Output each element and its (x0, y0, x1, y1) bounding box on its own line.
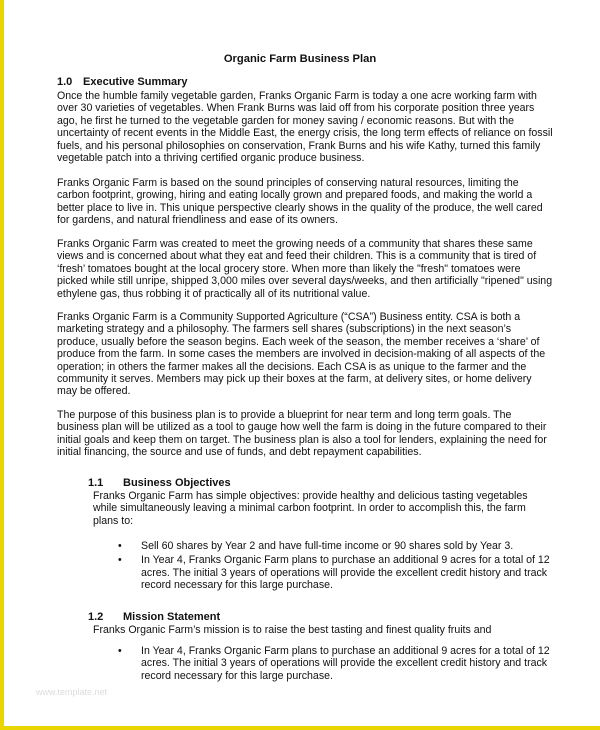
bullet-item: • Sell 60 shares by Year 2 and have full-time income or 90 shares sold by Year 3. (118, 540, 550, 552)
watermark-text: www.template.net (36, 687, 108, 697)
mission-text: Franks Organic Farm’s mission is to raise the best tasting and finest quality fruits and (93, 624, 492, 636)
objectives-text: Franks Organic Farm has simple objectives: provide healthy and delicious tasting vegetables while simultaneously leaving a minimal carbon footprint. In order to accomplish this, the farm plans to: (93, 490, 528, 527)
section-title: Mission Statement (123, 611, 221, 623)
bullet-item: • In Year 4, Franks Organic Farm plans to purchase an additional 9 acres for a total of 12 acres. The initial 3 years of operations will provide the excellent credit history and track record necessary for this large purchase. (118, 645, 550, 682)
bullet-item: • In Year 4, Franks Organic Farm plans to purchase an additional 9 acres for a total of 12 acres. The initial 3 years of operations will provide the excellent credit history and track record necessary for this large purchase. (118, 554, 550, 591)
paragraph-history: Once the humble family vegetable garden, Franks Organic Farm is today a one acre working farm with over 30 varieties of vegetables. When Frank Burns was laid off from his corporate position three years ago, he first he turned to the vegetable garden for money saving / economic reasons. But with the uncertainty of recent events in the Middle East, the energy crisis, the long term effects of reliance on fossil fuels, and his personal philosophies on conservation, Frank Burns and his wife Kathy, turned this family vegetable patch into a thriving certified organic produce business. (57, 90, 553, 165)
section-title: Business Objectives (123, 477, 231, 489)
objectives-bullet-list (118, 540, 550, 594)
paragraph-principles: Franks Organic Farm is based on the sound principles of conserving natural resources, limiting the carbon footprint, growing, hiring and eating locally grown and prepared foods, and making the world a better place to live in. This unique perspective clearly shows in the quality of the produce, the well cared for gardens, and natural friendliness and ease of its owners. (57, 177, 543, 227)
section-heading-business-objectives (88, 477, 231, 489)
paragraph-community: Franks Organic Farm was created to meet the growing needs of a community that shares these same views and is concerned about what they eat and feed their children. This is a community that is tired of ‘fresh’ tomatoes bought at the local grocery store. When more than likely the "fresh" tomatoes were picked while still unripe, shipped 3,000 miles over several days/weeks, and then artificially "ripened" using ethylene gas, thus robbing it of practically all of its nutritional value. (57, 238, 553, 300)
paragraph-purpose: The purpose of this business plan is to provide a blueprint for near term and long term goals. The business plan will be utilized as a tool to gauge how well the farm is doing in the future compared to their initial goals and keep them on target. The business plan is also a tool for lenders, explaining the need for initial financing, the source and use of funds, and debt repayment capabilities. (57, 409, 547, 459)
section-number: 1.2 (88, 611, 104, 623)
section-heading-executive-summary (57, 76, 188, 88)
section-number: 1.1 (88, 477, 104, 489)
document-title: Organic Farm Business Plan (223, 53, 377, 65)
section-title: Executive Summary (83, 76, 188, 88)
section-heading-mission-statement (88, 611, 220, 623)
frame-border-bottom (0, 726, 600, 730)
mission-bullet-list (118, 645, 550, 684)
section-number: 1.0 (57, 76, 73, 88)
paragraph-csa: Franks Organic Farm is a Community Supported Agriculture (“CSA”) Business entity. CSA is both a marketing strategy and a philosophy. The farmers sell shares (subscriptions) in the next season’s produce, usually before the season begins. Each week of the season, the member receives a ‘share’ of produce from the farm. In some cases the members are involved in decision-making of all aspects of the operation; in others the farmer makes all the decisions. Each CSA is as unique to the farmer and the community it serves. Members may pick up their boxes at the farm, at delivery sites, or home delivery may be offered. (57, 311, 546, 398)
